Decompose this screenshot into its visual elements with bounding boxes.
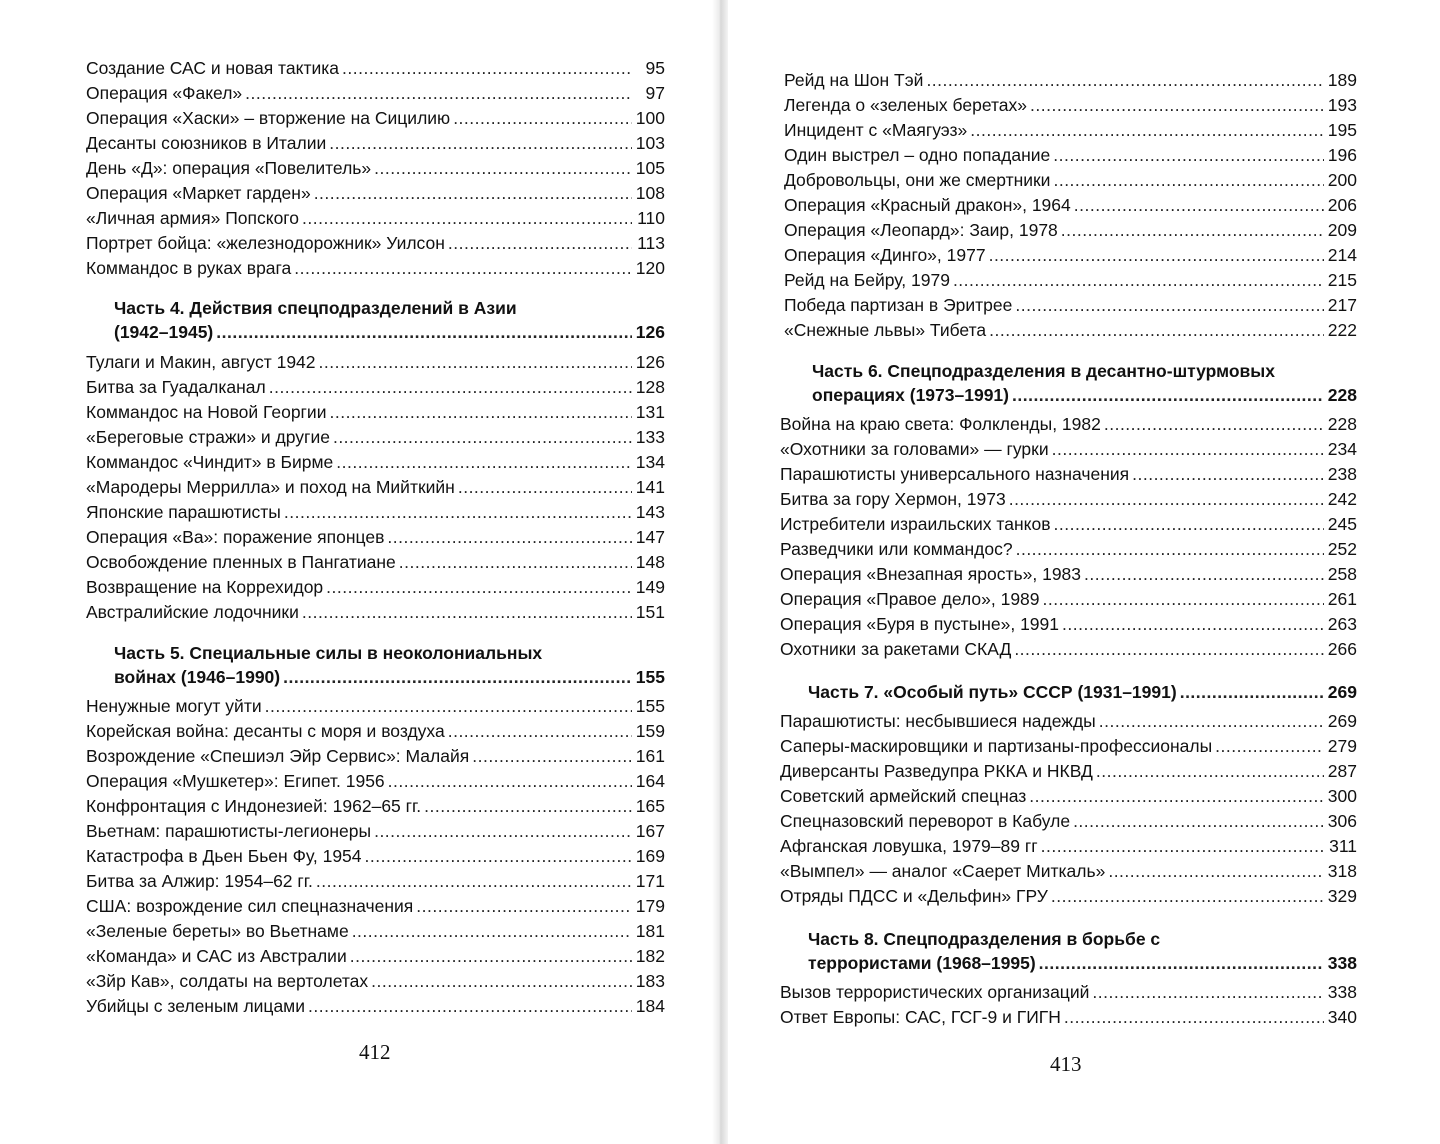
page-number: 287	[1327, 761, 1357, 781]
toc-entry-title: Война на краю света: Фолкленды, 1982	[780, 414, 1101, 434]
dot-leader	[1043, 587, 1324, 612]
part-heading	[86, 296, 665, 345]
page-number: 159	[635, 721, 665, 741]
toc-entry-title: Ненужные могут уйти	[86, 696, 262, 716]
toc-entry-title: «Мародеры Меррилла» и поход на Мийткийн	[86, 477, 455, 497]
toc-section	[780, 980, 1357, 1030]
part-heading-entry	[780, 383, 1357, 408]
toc-entry	[780, 437, 1357, 462]
toc-entry-title: Вызов террористических организаций	[780, 982, 1090, 1002]
toc-entry	[780, 980, 1357, 1005]
toc-entry	[780, 734, 1357, 759]
page-number: 340	[1327, 1007, 1357, 1027]
page-number: 195	[1327, 120, 1357, 140]
part-heading-line: Часть 5. Специальные силы в неоколониальных	[114, 643, 543, 663]
toc-entry	[86, 919, 665, 944]
dot-leader	[448, 231, 632, 256]
dot-leader	[1096, 759, 1324, 784]
dot-leader	[265, 694, 632, 719]
toc-entry-title: Корейская война: десанты с моря и воздуха	[86, 721, 445, 741]
dot-leader	[329, 131, 632, 156]
page-number: 196	[1327, 145, 1357, 165]
toc-entry-title: Коммандос в руках врага	[86, 258, 292, 278]
toc-entry	[86, 475, 665, 500]
part-heading-title: войнах (1946–1990)	[114, 667, 281, 687]
part-heading	[780, 927, 1357, 976]
toc-entry-title: Операция «Красный дракон», 1964	[784, 195, 1071, 215]
toc-entry	[784, 193, 1357, 218]
part-heading-line: Часть 8. Спецподразделения в борьбе с	[808, 929, 1161, 949]
page-number: 222	[1327, 320, 1357, 340]
page-number: 179	[635, 896, 665, 916]
dot-leader	[387, 525, 632, 550]
book-gutter	[712, 0, 728, 1144]
page-number: 126	[635, 322, 665, 342]
toc-entry-title: Коммандос на Новой Георгии	[86, 402, 327, 422]
toc-section	[86, 56, 665, 281]
page-number: 206	[1327, 195, 1357, 215]
dot-leader	[953, 268, 1324, 293]
toc-entry	[780, 859, 1357, 884]
page-number: 261	[1327, 589, 1357, 609]
toc-entry	[86, 400, 665, 425]
toc-entry-title: Портрет бойца: «железнодорожник» Уилсон	[86, 233, 445, 253]
toc-entry	[780, 834, 1357, 859]
toc-entry-title: Операция «Хаски» – вторжение на Сицилию	[86, 108, 451, 128]
toc-entry-title: Создание САС и новая тактика	[86, 58, 340, 78]
dot-leader	[365, 844, 632, 869]
page-number: 169	[635, 846, 665, 866]
part-heading-title: террористами (1968–1995)	[808, 953, 1036, 973]
page-number: 263	[1327, 614, 1357, 634]
page-number: 215	[1327, 270, 1357, 290]
page-number: 110	[637, 208, 665, 228]
toc-entry-title: Операция «Динго», 1977	[784, 245, 986, 265]
page-number: 105	[635, 158, 665, 178]
toc-entry	[780, 587, 1357, 612]
dot-leader	[284, 500, 632, 525]
dot-leader	[269, 375, 632, 400]
folio: 413	[1050, 1052, 1082, 1076]
part-heading	[780, 359, 1357, 408]
toc-entry-title: Легенда о «зеленых беретах»	[784, 95, 1028, 115]
toc-entry-title: Парашютисты универсального назначения	[780, 464, 1130, 484]
toc-entry-title: Конфронтация с Индонезией: 1962–65 гг.	[86, 796, 422, 816]
toc-entry-title: Операция «Правое дело», 1989	[780, 589, 1040, 609]
toc-entry	[780, 784, 1357, 809]
toc-section	[780, 412, 1357, 662]
toc-entry	[784, 168, 1357, 193]
toc-entry-title: Операция «Буря в пустыне», 1991	[780, 614, 1060, 634]
dot-leader	[1029, 784, 1324, 809]
toc-entry-title: «Охотники за головами» — гурки	[780, 439, 1049, 459]
page-number: 269	[1327, 711, 1357, 731]
toc-entry	[86, 181, 665, 206]
page-number: 155	[635, 667, 665, 687]
toc-entry	[86, 694, 665, 719]
toc-entry-title: Катастрофа в Дьен Бьен Фу, 1954	[86, 846, 362, 866]
part-heading-line: Часть 4. Действия спецподразделений в Азии	[114, 298, 517, 318]
toc-entry-title: Десанты союзников в Италии	[86, 133, 327, 153]
toc-entry-title: Разведчики или коммандос?	[780, 539, 1013, 559]
page-number: 338	[1327, 953, 1357, 973]
dot-leader	[1104, 412, 1324, 437]
dot-leader	[1180, 680, 1324, 705]
dot-leader	[216, 320, 632, 345]
part-heading-title: (1942–1945)	[114, 322, 214, 342]
page-number: 189	[1327, 70, 1357, 90]
dot-leader	[329, 400, 632, 425]
toc-entry-title: Операция «Факел»	[86, 83, 243, 103]
page-number: 200	[1327, 170, 1357, 190]
toc-entry-title: Операция «Ва»: поражение японцев	[86, 527, 385, 547]
page-number: 234	[1327, 439, 1357, 459]
dot-leader	[1132, 462, 1324, 487]
page-number: 258	[1327, 564, 1357, 584]
dot-leader	[374, 819, 632, 844]
page-number: 279	[1327, 736, 1357, 756]
page-number: 120	[635, 258, 665, 278]
toc-entry	[86, 550, 665, 575]
page-number: 193	[1327, 95, 1357, 115]
dot-leader	[1074, 193, 1324, 218]
toc-entry	[784, 218, 1357, 243]
toc-entry-title: Саперы-маскировщики и партизаны-профессионалы	[780, 736, 1213, 756]
toc-entry-title: Битва за Алжир: 1954–62 гг.	[86, 871, 313, 891]
toc-entry	[86, 425, 665, 450]
folio: 412	[359, 1040, 391, 1064]
toc-entry-title: Ответ Европы: САС, ГСГ-9 и ГИГН	[780, 1007, 1061, 1027]
page-number: 103	[635, 133, 665, 153]
dot-leader	[989, 318, 1324, 343]
toc-entry	[86, 156, 665, 181]
toc-entry-title: Спецназовский переворот в Кабуле	[780, 811, 1071, 831]
toc-entry	[784, 68, 1357, 93]
toc-entry	[86, 719, 665, 744]
page-number: 214	[1327, 245, 1357, 265]
toc-entry	[86, 944, 665, 969]
toc-entry	[780, 462, 1357, 487]
dot-leader	[1014, 637, 1324, 662]
toc-entry	[86, 819, 665, 844]
toc-section	[780, 709, 1357, 909]
dot-leader	[371, 969, 632, 994]
page-number: 252	[1327, 539, 1357, 559]
dot-leader	[1016, 537, 1324, 562]
toc-entry	[86, 231, 665, 256]
toc-entry	[780, 759, 1357, 784]
toc-entry-title: Операция «Мушкетер»: Египет. 1956	[86, 771, 385, 791]
toc-entry-title: Битва за Гуадалканал	[86, 377, 266, 397]
toc-entry	[86, 131, 665, 156]
toc-entry	[86, 769, 665, 794]
dot-leader	[1015, 293, 1324, 318]
toc-entry	[86, 450, 665, 475]
dot-leader	[1092, 980, 1324, 1005]
page-number: 181	[635, 921, 665, 941]
page-number: 108	[635, 183, 665, 203]
page-number: 97	[645, 83, 665, 103]
toc-entry-title: Отряды ПДСС и «Дельфин» ГРУ	[780, 886, 1048, 906]
toc-entry-title: «Зеленые береты» во Вьетнаме	[86, 921, 349, 941]
dot-leader	[352, 919, 632, 944]
toc-entry	[86, 844, 665, 869]
dot-leader	[302, 206, 632, 231]
page-number: 128	[635, 377, 665, 397]
toc-entry-title: Рейд на Бейру, 1979	[784, 270, 950, 290]
page-number: 167	[635, 821, 665, 841]
page-number: 242	[1327, 489, 1357, 509]
toc-entry-title: «Зйр Кав», солдаты на вертолетах	[86, 971, 369, 991]
toc-entry-title: США: возрождение сил спецназначения	[86, 896, 414, 916]
toc-entry	[86, 375, 665, 400]
toc-entry-title: Убийцы с зеленым лицами	[86, 996, 305, 1016]
part-heading-entry	[86, 320, 665, 345]
toc-entry	[86, 600, 665, 625]
page-number: 182	[635, 946, 665, 966]
page-number: 113	[637, 233, 665, 253]
dot-leader	[1073, 809, 1324, 834]
page-number: 269	[1327, 682, 1357, 702]
page-number: 134	[635, 452, 665, 472]
toc-entry-title: Операция «Маркет гарден»	[86, 183, 311, 203]
toc-entry	[86, 206, 665, 231]
toc-entry	[780, 487, 1357, 512]
dot-leader	[458, 475, 632, 500]
toc-entry-title: День «Д»: операция «Повелитель»	[86, 158, 372, 178]
dot-leader	[333, 425, 632, 450]
toc-entry	[86, 575, 665, 600]
dot-leader	[448, 719, 632, 744]
page-number: 217	[1327, 295, 1357, 315]
page-number: 311	[1329, 836, 1357, 856]
dot-leader	[970, 118, 1324, 143]
toc-entry-title: Коммандос «Чиндит» в Бирме	[86, 452, 334, 472]
toc-section	[784, 68, 1357, 343]
dot-leader	[1053, 168, 1324, 193]
toc-entry	[86, 256, 665, 281]
dot-leader	[1039, 951, 1324, 976]
page-number: 147	[635, 527, 665, 547]
toc-entry	[86, 994, 665, 1019]
dot-leader	[319, 350, 632, 375]
page-number: 141	[635, 477, 665, 497]
page-number: 300	[1327, 786, 1357, 806]
toc-entry	[780, 709, 1357, 734]
dot-leader	[472, 744, 632, 769]
dot-leader	[302, 600, 632, 625]
toc-entry-title: Битва за гору Хермон, 1973	[780, 489, 1006, 509]
dot-leader	[308, 994, 632, 1019]
toc-entry	[780, 884, 1357, 909]
dot-leader	[1215, 734, 1324, 759]
dot-leader	[1051, 884, 1324, 909]
page-number: 329	[1327, 886, 1357, 906]
toc-entry-title: Один выстрел – одно попадание	[784, 145, 1051, 165]
dot-leader	[374, 156, 632, 181]
dot-leader	[453, 106, 632, 131]
part-heading-entry	[86, 665, 665, 690]
toc-entry-title: Вьетнам: парашютисты-легионеры	[86, 821, 372, 841]
toc-entry	[784, 243, 1357, 268]
toc-section	[86, 694, 665, 1019]
dot-leader	[245, 81, 632, 106]
page-number: 126	[635, 352, 665, 372]
page-number: 245	[1327, 514, 1357, 534]
page-number: 228	[1327, 385, 1357, 405]
part-heading-title: Часть 7. «Особый путь» СССР (1931–1991)	[808, 682, 1177, 702]
dot-leader	[283, 665, 632, 690]
dot-leader	[388, 769, 632, 794]
page-number: 306	[1327, 811, 1357, 831]
toc-entry-title: «Береговые стражи» и другие	[86, 427, 330, 447]
part-heading	[86, 641, 665, 690]
page-number: 183	[635, 971, 665, 991]
toc-entry-title: Советский армейский спецназ	[780, 786, 1027, 806]
page-number: 171	[635, 871, 665, 891]
page-number: 165	[635, 796, 665, 816]
page-number: 131	[635, 402, 665, 422]
page-number: 184	[635, 996, 665, 1016]
toc-entry-title: «Личная армия» Попского	[86, 208, 300, 228]
toc-entry-title: Истребители израильских танков	[780, 514, 1051, 534]
toc-entry	[86, 500, 665, 525]
toc-entry	[780, 562, 1357, 587]
dot-leader	[1099, 709, 1324, 734]
page-number: 143	[635, 502, 665, 522]
part-heading-title: операциях (1973–1991)	[812, 385, 1009, 405]
page-number: 148	[635, 552, 665, 572]
toc-entry	[784, 93, 1357, 118]
toc-entry-title: Операция «Леопард»: Заир, 1978	[784, 220, 1058, 240]
page-number: 266	[1327, 639, 1357, 659]
toc-entry-title: Инцидент с «Маягуэз»	[784, 120, 968, 140]
dot-leader	[1062, 612, 1324, 637]
toc-entry-title: Победа партизан в Эритрее	[784, 295, 1013, 315]
dot-leader	[1030, 93, 1324, 118]
dot-leader	[314, 181, 632, 206]
dot-leader	[989, 243, 1324, 268]
page-number: 318	[1327, 861, 1357, 881]
toc-entry-title: Возрождение «Спешиэл Эйр Сервис»: Малайя	[86, 746, 470, 766]
toc-entry-title: Диверсанты Разведупра РККА и НКВД	[780, 761, 1093, 781]
toc-entry	[86, 81, 665, 106]
toc-entry-title: Операция «Внезапная ярость», 1983	[780, 564, 1082, 584]
dot-leader	[326, 575, 632, 600]
dot-leader	[1052, 437, 1324, 462]
dot-leader	[1084, 562, 1324, 587]
toc-entry	[86, 525, 665, 550]
dot-leader	[1061, 218, 1324, 243]
dot-leader	[1108, 859, 1324, 884]
toc-section	[86, 350, 665, 625]
toc-entry	[86, 969, 665, 994]
toc-entry	[780, 412, 1357, 437]
part-heading	[780, 680, 1357, 705]
toc-entry	[780, 512, 1357, 537]
toc-entry	[86, 869, 665, 894]
dot-leader	[336, 450, 632, 475]
toc-entry	[784, 318, 1357, 343]
toc-entry	[780, 1005, 1357, 1030]
toc-entry	[780, 537, 1357, 562]
toc-entry	[784, 143, 1357, 168]
toc-entry-title: Тулаги и Макин, август 1942	[86, 352, 316, 372]
dot-leader	[1012, 383, 1324, 408]
toc-entry	[86, 350, 665, 375]
part-heading-line: Часть 6. Спецподразделения в десантно-штурмовых	[812, 361, 1275, 381]
toc-entry	[86, 106, 665, 131]
dot-leader	[1064, 1005, 1324, 1030]
page-number: 161	[635, 746, 665, 766]
dot-leader	[416, 894, 632, 919]
toc-entry-title: Афганская ловушка, 1979–89 гг	[780, 836, 1038, 856]
page-number: 100	[635, 108, 665, 128]
part-heading-entry	[780, 680, 1357, 705]
dot-leader	[1009, 487, 1324, 512]
dot-leader	[926, 68, 1324, 93]
toc-entry	[784, 268, 1357, 293]
page-number: 238	[1327, 464, 1357, 484]
toc-entry	[784, 118, 1357, 143]
toc-entry	[780, 612, 1357, 637]
dot-leader	[294, 256, 632, 281]
toc-entry-title: Парашютисты: несбывшиеся надежды	[780, 711, 1096, 731]
page-number: 149	[635, 577, 665, 597]
page-number: 164	[635, 771, 665, 791]
dot-leader	[424, 794, 632, 819]
toc-entry-title: Японские парашютисты	[86, 502, 281, 522]
toc-entry-title: «Вымпел» — аналог «Саерет Миткаль»	[780, 861, 1106, 881]
toc-entry	[86, 744, 665, 769]
page-number: 209	[1327, 220, 1357, 240]
toc-entry	[780, 809, 1357, 834]
page-number: 95	[645, 58, 665, 78]
toc-entry-title: «Команда» и САС из Австралии	[86, 946, 347, 966]
toc-entry	[86, 794, 665, 819]
toc-entry-title: Освобождение пленных в Пангатиане	[86, 552, 396, 572]
dot-leader	[1041, 834, 1324, 859]
toc-entry-title: «Снежные львы» Тибета	[784, 320, 987, 340]
dot-leader	[316, 869, 632, 894]
toc-entry-title: Возвращение на Коррехидор	[86, 577, 324, 597]
dot-leader	[399, 550, 632, 575]
page-number: 133	[635, 427, 665, 447]
part-heading-entry	[780, 951, 1357, 976]
page-number: 338	[1327, 982, 1357, 1002]
page-number: 151	[635, 602, 665, 622]
dot-leader	[350, 944, 632, 969]
dot-leader	[1054, 512, 1325, 537]
toc-entry	[780, 637, 1357, 662]
toc-entry-title: Австралийские лодочники	[86, 602, 299, 622]
toc-entry	[86, 56, 665, 81]
dot-leader	[342, 56, 632, 81]
page-number: 155	[635, 696, 665, 716]
toc-entry	[784, 293, 1357, 318]
dot-leader	[1053, 143, 1324, 168]
toc-entry-title: Охотники за ракетами СКАД	[780, 639, 1012, 659]
page-number: 228	[1327, 414, 1357, 434]
toc-entry	[86, 894, 665, 919]
toc-entry-title: Добровольцы, они же смертники	[784, 170, 1051, 190]
toc-entry-title: Рейд на Шон Тэй	[784, 70, 924, 90]
